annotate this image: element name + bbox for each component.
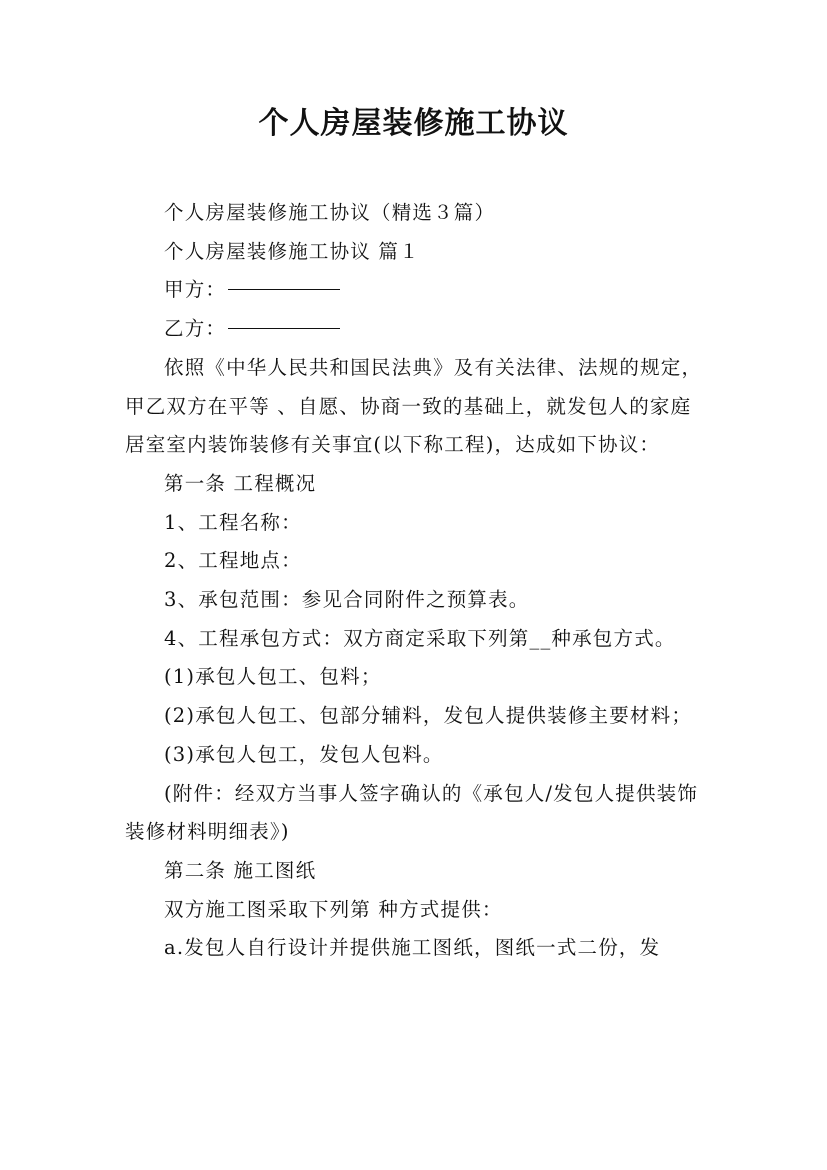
article-1-heading: 第一条 工程概况 [164, 471, 317, 495]
party-a-blank [228, 288, 340, 290]
drawing-method-line: 双方施工图采取下列第 种方式提供： [164, 897, 503, 921]
party-b-blank [228, 327, 340, 329]
method-option-3: (3)承包人包工，发包人包料。 [164, 742, 444, 766]
document-title: 个人房屋装修施工协议 [258, 106, 569, 141]
attachment-note: (附件：经双方当事人签字确认的《承包人/发包人提供装饰装修材料明细表》) [125, 781, 699, 844]
paragraph-section-heading: 个人房屋装修施工协议 篇１ [164, 239, 420, 263]
document-body [125, 194, 710, 968]
party-a-line [125, 271, 710, 310]
drawing-option-a: a.发包人自行设计并提供施工图纸，图纸一式二份，发 [164, 936, 661, 960]
project-location-line: 2、工程地点： [164, 549, 302, 573]
project-name-line: 1、工程名称： [164, 510, 302, 534]
paragraph-preamble: 依照《中华人民共和国民法典》及有关法律、法规的规定，甲乙双方在平等 、自愿、协商一致的基础上，就发包人的家庭居室室内装饰装修有关事宜(以下称工程)，达成如下协议： [125, 355, 703, 457]
article-2-heading: 第二条 施工图纸 [164, 858, 317, 882]
method-option-1: (1)承包人包工、包料； [164, 665, 382, 689]
party-b-label: 乙方： [164, 317, 227, 341]
paragraph-subtitle: 个人房屋装修施工协议（精选３篇） [164, 201, 496, 224]
contract-method-line: 4、工程承包方式：双方商定采取下列第__种承包方式。 [164, 626, 676, 650]
contract-scope-line: 3、承包范围：参见合同附件之预算表。 [164, 588, 530, 612]
party-b-line [125, 310, 710, 349]
method-option-2: (2)承包人包工、包部分辅料，发包人提供装修主要材料； [164, 704, 693, 728]
party-a-label: 甲方： [164, 278, 227, 302]
